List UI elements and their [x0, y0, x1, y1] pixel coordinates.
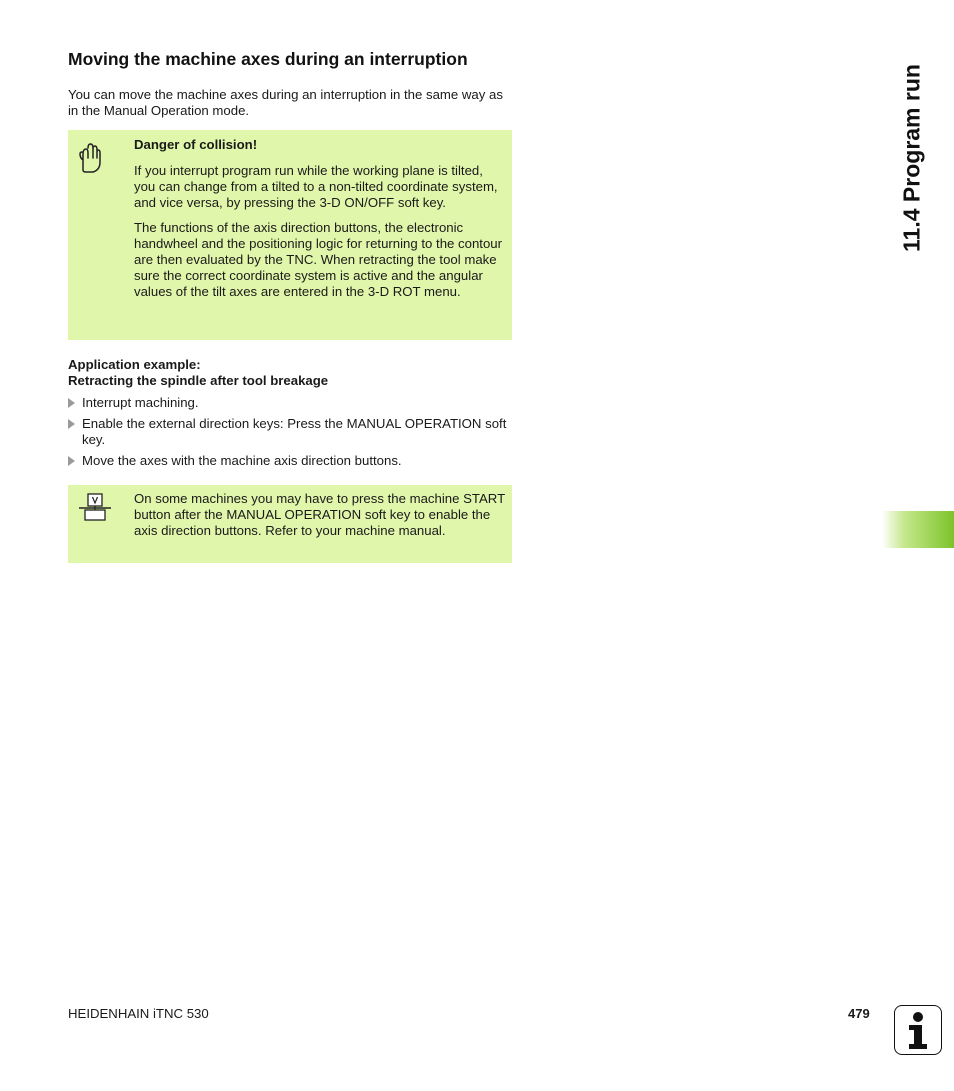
arrow-bullet-icon	[68, 419, 75, 429]
warning-paragraph: If you interrupt program run while the working plane is tilted, you can change from a tilted to a non-tilted coordinate system, and vice versa, by pressing the 3-D ON/OFF soft key.	[134, 163, 498, 210]
arrow-bullet-icon	[68, 456, 75, 466]
chapter-title-text: 11.4 Program run	[898, 64, 925, 252]
intro-paragraph: You can move the machine axes during an interruption in the same way as in the Manual Operation mode.	[68, 87, 503, 118]
application-example-label: Application example:	[68, 357, 201, 372]
arrow-bullet-icon	[68, 398, 75, 408]
application-example-heading	[68, 357, 328, 389]
machine-note-text: On some machines you may have to press the machine START button after the MANUAL OPERATION soft key to enable the axis direction buttons. Refer to your machine manual.	[134, 491, 505, 538]
footer-product: HEIDENHAIN iTNC 530	[68, 1006, 209, 1021]
chapter-side-title	[882, 52, 942, 264]
hand-warning-icon	[78, 140, 102, 179]
warning-paragraph: The functions of the axis direction buttons, the electronic handwheel and the positioning logic for returning to the contour are then evaluated by the TNC. When retracting the tool make sure the correct coordinate system is active and the angular values of the tilt axes are entered in the 3-D ROT menu.	[134, 220, 503, 299]
machine-note	[68, 485, 512, 563]
list-item	[68, 395, 513, 411]
warning-title: Danger of collision!	[134, 137, 258, 152]
steps-list	[68, 395, 513, 474]
step-text: Move the axes with the machine axis direction buttons.	[82, 453, 402, 468]
application-example-title: Retracting the spindle after tool breakage	[68, 373, 329, 388]
collision-warning-note	[68, 130, 512, 340]
step-text: Interrupt machining.	[82, 395, 199, 410]
machine-spindle-icon	[78, 493, 112, 528]
chapter-tab-marker	[882, 511, 954, 548]
info-icon	[894, 1005, 942, 1055]
step-text: Enable the external direction keys: Press the MANUAL OPERATION soft key.	[82, 416, 507, 447]
list-item	[68, 453, 513, 469]
page-number: 479	[848, 1006, 870, 1021]
list-item	[68, 416, 513, 448]
section-heading: Moving the machine axes during an interruption	[68, 49, 468, 69]
